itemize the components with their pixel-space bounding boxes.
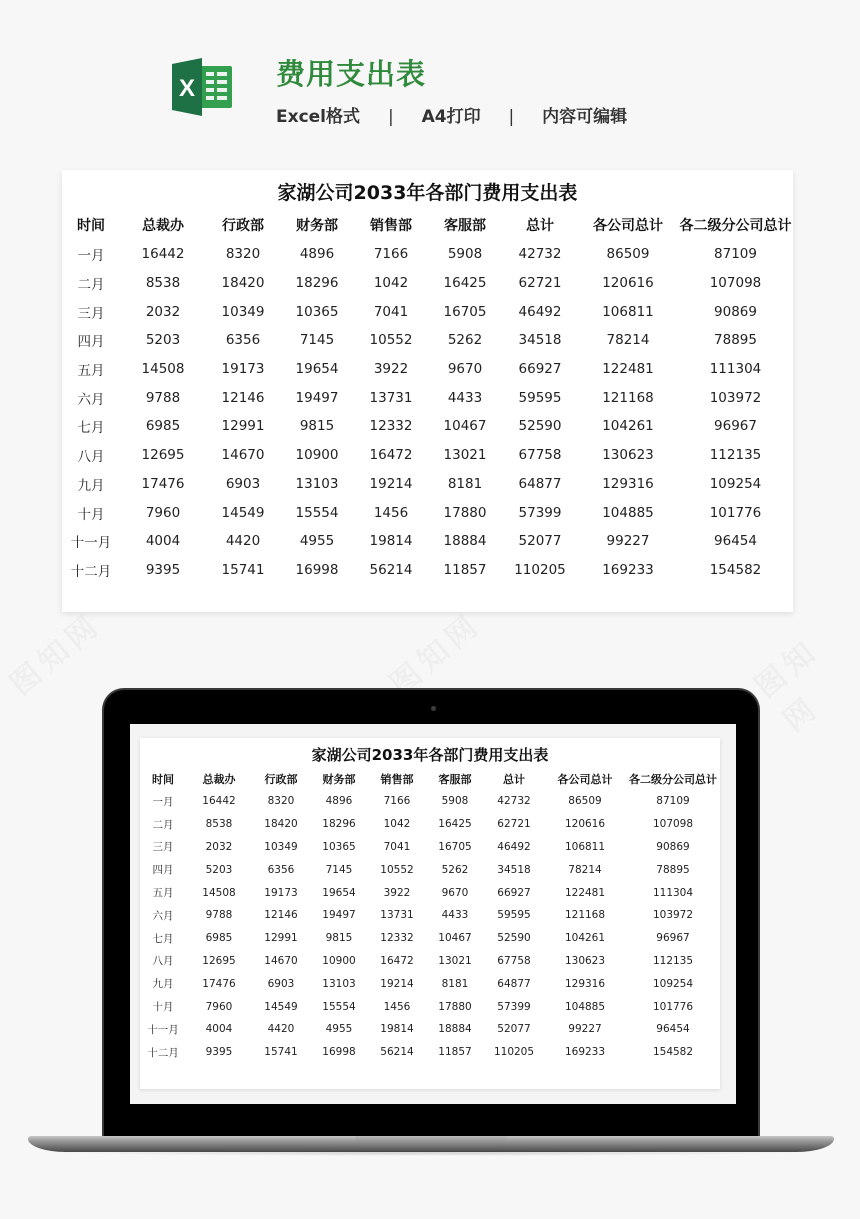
value-cell: 66927 xyxy=(518,361,562,378)
value-cell: 7145 xyxy=(299,332,335,349)
value-cell: 106811 xyxy=(602,303,654,320)
value-cell: 14549 xyxy=(264,1000,298,1013)
table-row xyxy=(62,498,793,527)
value-cell: 11857 xyxy=(438,1046,472,1059)
value-cell: 56214 xyxy=(380,1046,414,1059)
value-cell: 10900 xyxy=(295,447,339,464)
value-cell: 12332 xyxy=(380,932,414,945)
value-cell: 7145 xyxy=(325,863,353,876)
value-cell: 96967 xyxy=(714,418,757,435)
value-cell: 14549 xyxy=(221,504,265,521)
value-cell: 130623 xyxy=(564,954,606,967)
value-cell: 13021 xyxy=(438,954,472,967)
month-cell: 十月 xyxy=(77,506,105,523)
value-cell: 4896 xyxy=(299,246,335,263)
value-cell: 101776 xyxy=(652,1000,694,1013)
table-row xyxy=(140,813,720,836)
value-cell: 9670 xyxy=(441,886,469,899)
value-cell: 122481 xyxy=(564,886,606,899)
column-header: 财务部 xyxy=(296,218,338,234)
value-cell: 110205 xyxy=(514,561,566,578)
value-cell: 154582 xyxy=(709,561,762,578)
table-row xyxy=(62,556,793,585)
value-cell: 121168 xyxy=(602,389,654,406)
value-cell: 120616 xyxy=(564,818,606,831)
value-cell: 10349 xyxy=(264,840,298,853)
table-row xyxy=(140,904,720,927)
value-cell: 8320 xyxy=(267,795,295,808)
value-cell: 12146 xyxy=(221,389,265,406)
value-cell: 57399 xyxy=(497,1000,531,1013)
month-cell: 七月 xyxy=(152,932,174,945)
value-cell: 112135 xyxy=(709,447,762,464)
value-cell: 8181 xyxy=(447,475,483,492)
value-cell: 4004 xyxy=(145,533,181,550)
feature-editable: 内容可编辑 xyxy=(542,107,628,127)
table-row xyxy=(140,927,720,950)
column-header: 客服部 xyxy=(438,773,472,786)
value-cell: 13731 xyxy=(380,909,414,922)
month-cell: 九月 xyxy=(77,477,105,494)
value-cell: 90869 xyxy=(714,303,757,320)
value-cell: 13103 xyxy=(295,475,339,492)
value-cell: 5908 xyxy=(447,246,483,263)
value-cell: 5908 xyxy=(441,795,469,808)
value-cell: 12991 xyxy=(221,418,265,435)
table-row xyxy=(62,470,793,499)
value-cell: 9395 xyxy=(145,561,181,578)
value-cell: 17476 xyxy=(202,977,236,990)
value-cell: 12695 xyxy=(202,954,236,967)
value-cell: 10349 xyxy=(221,303,265,320)
sheet-title: 家湖公司2033年各部门费用支出表 xyxy=(277,182,578,204)
value-cell: 18296 xyxy=(322,818,356,831)
value-cell: 19173 xyxy=(264,886,298,899)
month-cell: 八月 xyxy=(152,955,174,968)
laptop-screen xyxy=(130,724,736,1104)
value-cell: 19214 xyxy=(380,977,414,990)
sheet-preview xyxy=(62,170,793,612)
month-cell: 六月 xyxy=(77,391,105,408)
value-cell: 19654 xyxy=(322,886,356,899)
value-cell: 6356 xyxy=(267,863,295,876)
feature-line xyxy=(276,102,627,127)
value-cell: 104261 xyxy=(602,418,654,435)
month-cell: 四月 xyxy=(77,334,105,351)
value-cell: 15554 xyxy=(322,1000,356,1013)
separator: | xyxy=(387,107,394,127)
laptop-shadow xyxy=(40,1150,820,1156)
laptop-hinge-notch xyxy=(355,1136,507,1142)
value-cell: 12991 xyxy=(264,932,298,945)
value-cell: 1042 xyxy=(373,275,409,292)
value-cell: 9815 xyxy=(299,418,335,435)
value-cell: 9788 xyxy=(145,389,181,406)
value-cell: 16442 xyxy=(202,795,236,808)
value-cell: 4896 xyxy=(325,795,353,808)
table-row xyxy=(140,790,720,813)
value-cell: 66927 xyxy=(497,886,531,899)
table-header-row xyxy=(140,768,720,790)
value-cell: 19214 xyxy=(369,475,413,492)
value-cell: 6903 xyxy=(267,977,295,990)
value-cell: 96454 xyxy=(714,533,757,550)
value-cell: 19814 xyxy=(380,1023,414,1036)
value-cell: 6356 xyxy=(225,332,261,349)
value-cell: 13731 xyxy=(369,389,413,406)
value-cell: 1456 xyxy=(383,1000,411,1013)
table-row xyxy=(140,995,720,1018)
column-header: 行政部 xyxy=(264,773,298,786)
value-cell: 9788 xyxy=(205,909,233,922)
column-header: 行政部 xyxy=(222,218,264,234)
month-cell: 一月 xyxy=(77,248,105,265)
value-cell: 10365 xyxy=(322,840,356,853)
value-cell: 13103 xyxy=(322,977,356,990)
value-cell: 59595 xyxy=(518,389,562,406)
value-cell: 106811 xyxy=(564,840,606,853)
value-cell: 101776 xyxy=(709,504,762,521)
value-cell: 6985 xyxy=(205,932,233,945)
value-cell: 19654 xyxy=(295,361,339,378)
value-cell: 78895 xyxy=(714,332,757,349)
value-cell: 90869 xyxy=(656,840,690,853)
value-cell: 34518 xyxy=(497,863,531,876)
month-cell: 二月 xyxy=(152,818,174,831)
column-header: 时间 xyxy=(77,218,105,234)
month-cell: 十二月 xyxy=(70,563,112,580)
screen-sheet-preview xyxy=(140,738,720,1089)
column-header: 各二级分公司总计 xyxy=(679,218,792,234)
value-cell: 2032 xyxy=(145,303,181,320)
value-cell: 4955 xyxy=(299,533,335,550)
value-cell: 110205 xyxy=(493,1046,535,1059)
value-cell: 16425 xyxy=(438,818,472,831)
value-cell: 3922 xyxy=(373,361,409,378)
value-cell: 104885 xyxy=(564,1000,606,1013)
value-cell: 7960 xyxy=(205,1000,233,1013)
value-cell: 42732 xyxy=(518,246,562,263)
month-cell: 八月 xyxy=(77,449,105,466)
value-cell: 14508 xyxy=(202,886,236,899)
value-cell: 67758 xyxy=(518,447,562,464)
column-header: 各公司总计 xyxy=(593,218,663,234)
value-cell: 64877 xyxy=(497,977,531,990)
value-cell: 10467 xyxy=(443,418,487,435)
value-cell: 8538 xyxy=(205,818,233,831)
table-header-row xyxy=(62,210,793,240)
value-cell: 103972 xyxy=(652,909,694,922)
value-cell: 7041 xyxy=(373,303,409,320)
value-cell: 2032 xyxy=(205,840,233,853)
value-cell: 8181 xyxy=(441,977,469,990)
value-cell: 86509 xyxy=(568,795,602,808)
value-cell: 7166 xyxy=(373,246,409,263)
value-cell: 5262 xyxy=(441,863,469,876)
value-cell: 14670 xyxy=(221,447,265,464)
column-header: 总计 xyxy=(526,218,554,234)
value-cell: 129316 xyxy=(564,977,606,990)
value-cell: 16472 xyxy=(380,954,414,967)
month-cell: 九月 xyxy=(152,978,174,991)
value-cell: 18884 xyxy=(443,533,487,550)
table-row xyxy=(140,881,720,904)
value-cell: 99227 xyxy=(606,533,650,550)
value-cell: 109254 xyxy=(709,475,762,492)
value-cell: 52590 xyxy=(518,418,562,435)
value-cell: 86509 xyxy=(606,246,650,263)
value-cell: 4433 xyxy=(447,389,483,406)
value-cell: 15741 xyxy=(264,1046,298,1059)
screen-expense-table xyxy=(140,768,720,1064)
value-cell: 16705 xyxy=(443,303,487,320)
column-header: 总计 xyxy=(503,773,525,786)
laptop-lid xyxy=(102,688,760,1140)
value-cell: 10900 xyxy=(322,954,356,967)
feature-format: Excel格式 xyxy=(276,107,361,127)
value-cell: 46492 xyxy=(497,840,531,853)
value-cell: 64877 xyxy=(518,475,562,492)
table-row xyxy=(62,441,793,470)
value-cell: 10552 xyxy=(369,332,413,349)
value-cell: 19497 xyxy=(322,909,356,922)
value-cell: 17880 xyxy=(443,504,487,521)
value-cell: 18296 xyxy=(295,275,339,292)
value-cell: 111304 xyxy=(652,886,694,899)
value-cell: 9395 xyxy=(205,1046,233,1059)
column-header: 各二级分公司总计 xyxy=(629,773,717,786)
value-cell: 12146 xyxy=(264,909,298,922)
value-cell: 96454 xyxy=(656,1023,690,1036)
month-cell: 五月 xyxy=(152,887,174,900)
month-cell: 十一月 xyxy=(147,1023,179,1036)
value-cell: 6985 xyxy=(145,418,181,435)
header xyxy=(0,0,860,150)
value-cell: 7041 xyxy=(383,840,411,853)
value-cell: 1042 xyxy=(383,818,411,831)
value-cell: 16425 xyxy=(443,275,487,292)
value-cell: 16998 xyxy=(322,1046,356,1059)
value-cell: 52077 xyxy=(518,533,562,550)
value-cell: 107098 xyxy=(709,275,762,292)
table-row xyxy=(62,355,793,384)
value-cell: 4955 xyxy=(325,1023,353,1036)
value-cell: 16705 xyxy=(438,840,472,853)
month-cell: 六月 xyxy=(152,909,174,922)
value-cell: 99227 xyxy=(568,1023,602,1036)
month-cell: 十二月 xyxy=(147,1046,179,1059)
value-cell: 56214 xyxy=(369,561,413,578)
value-cell: 46492 xyxy=(518,303,562,320)
column-header: 销售部 xyxy=(380,773,414,786)
value-cell: 17880 xyxy=(438,1000,472,1013)
value-cell: 154582 xyxy=(652,1046,694,1059)
value-cell: 15554 xyxy=(295,504,339,521)
value-cell: 10467 xyxy=(438,932,472,945)
value-cell: 34518 xyxy=(518,332,562,349)
feature-print: A4打印 xyxy=(421,107,481,127)
month-cell: 十月 xyxy=(152,1001,174,1014)
month-cell: 十一月 xyxy=(70,535,112,552)
month-cell: 四月 xyxy=(152,864,174,877)
value-cell: 4433 xyxy=(441,909,469,922)
value-cell: 107098 xyxy=(652,818,694,831)
month-cell: 二月 xyxy=(77,277,105,294)
laptop-mockup xyxy=(0,688,860,1158)
value-cell: 19173 xyxy=(221,361,265,378)
value-cell: 5203 xyxy=(145,332,181,349)
excel-icon xyxy=(172,56,234,118)
value-cell: 4004 xyxy=(205,1023,233,1036)
value-cell: 103972 xyxy=(709,389,762,406)
month-cell: 一月 xyxy=(152,795,174,808)
value-cell: 7960 xyxy=(145,504,181,521)
value-cell: 169233 xyxy=(602,561,654,578)
page-title: 费用支出表 xyxy=(276,57,427,91)
value-cell: 16442 xyxy=(141,246,185,263)
table-row xyxy=(140,950,720,973)
value-cell: 169233 xyxy=(564,1046,606,1059)
month-cell: 三月 xyxy=(152,841,174,854)
value-cell: 18420 xyxy=(264,818,298,831)
value-cell: 59595 xyxy=(497,909,531,922)
value-cell: 3922 xyxy=(383,886,411,899)
value-cell: 14670 xyxy=(264,954,298,967)
separator: | xyxy=(508,107,515,127)
value-cell: 19497 xyxy=(295,389,339,406)
value-cell: 8538 xyxy=(145,275,181,292)
value-cell: 18884 xyxy=(438,1023,472,1036)
svg-text:X: X xyxy=(178,75,196,102)
table-row xyxy=(62,297,793,326)
value-cell: 96967 xyxy=(656,932,690,945)
value-cell: 52590 xyxy=(497,932,531,945)
value-cell: 87109 xyxy=(656,795,690,808)
table-row xyxy=(140,836,720,859)
column-header: 时间 xyxy=(152,773,174,786)
value-cell: 12332 xyxy=(369,418,413,435)
value-cell: 14508 xyxy=(141,361,185,378)
value-cell: 42732 xyxy=(497,795,531,808)
value-cell: 16998 xyxy=(295,561,339,578)
column-header: 客服部 xyxy=(444,218,486,234)
column-header: 总裁办 xyxy=(202,773,236,786)
column-header: 销售部 xyxy=(370,218,412,234)
value-cell: 112135 xyxy=(652,954,694,967)
value-cell: 9815 xyxy=(325,932,353,945)
table-row xyxy=(62,383,793,412)
table-row xyxy=(140,1018,720,1041)
screen-sheet-title: 家湖公司2033年各部门费用支出表 xyxy=(311,746,549,764)
value-cell: 104885 xyxy=(602,504,654,521)
column-header: 各公司总计 xyxy=(557,773,613,786)
value-cell: 78214 xyxy=(606,332,650,349)
value-cell: 4420 xyxy=(225,533,261,550)
value-cell: 67758 xyxy=(497,954,531,967)
value-cell: 78895 xyxy=(656,863,690,876)
value-cell: 19814 xyxy=(369,533,413,550)
value-cell: 109254 xyxy=(652,977,694,990)
table-row xyxy=(140,1041,720,1064)
value-cell: 10552 xyxy=(380,863,414,876)
value-cell: 62721 xyxy=(497,818,531,831)
value-cell: 5203 xyxy=(205,863,233,876)
value-cell: 13021 xyxy=(443,447,487,464)
value-cell: 122481 xyxy=(602,361,654,378)
value-cell: 104261 xyxy=(564,932,606,945)
value-cell: 8320 xyxy=(225,246,261,263)
value-cell: 121168 xyxy=(564,909,606,922)
value-cell: 15741 xyxy=(221,561,265,578)
value-cell: 6903 xyxy=(225,475,261,492)
expense-table xyxy=(62,210,793,584)
value-cell: 120616 xyxy=(602,275,654,292)
table-row xyxy=(62,527,793,556)
camera-icon xyxy=(431,706,436,711)
value-cell: 1456 xyxy=(373,504,409,521)
month-cell: 七月 xyxy=(77,420,105,437)
value-cell: 57399 xyxy=(518,504,562,521)
table-row xyxy=(62,326,793,355)
value-cell: 130623 xyxy=(602,447,654,464)
value-cell: 129316 xyxy=(602,475,654,492)
month-cell: 五月 xyxy=(77,363,105,380)
column-header: 总裁办 xyxy=(142,218,184,234)
value-cell: 87109 xyxy=(714,246,757,263)
value-cell: 52077 xyxy=(497,1023,531,1036)
value-cell: 111304 xyxy=(709,361,762,378)
value-cell: 5262 xyxy=(447,332,483,349)
value-cell: 18420 xyxy=(221,275,265,292)
value-cell: 7166 xyxy=(383,795,411,808)
table-row xyxy=(62,240,793,269)
value-cell: 12695 xyxy=(141,447,185,464)
value-cell: 62721 xyxy=(518,275,562,292)
value-cell: 10365 xyxy=(295,303,339,320)
value-cell: 17476 xyxy=(141,475,185,492)
value-cell: 9670 xyxy=(447,361,483,378)
table-row xyxy=(140,972,720,995)
month-cell: 三月 xyxy=(77,305,105,322)
table-row xyxy=(62,412,793,441)
table-row xyxy=(62,269,793,298)
column-header: 财务部 xyxy=(322,773,356,786)
value-cell: 11857 xyxy=(443,561,487,578)
value-cell: 4420 xyxy=(267,1023,295,1036)
table-row xyxy=(140,858,720,881)
value-cell: 16472 xyxy=(369,447,413,464)
value-cell: 78214 xyxy=(568,863,602,876)
